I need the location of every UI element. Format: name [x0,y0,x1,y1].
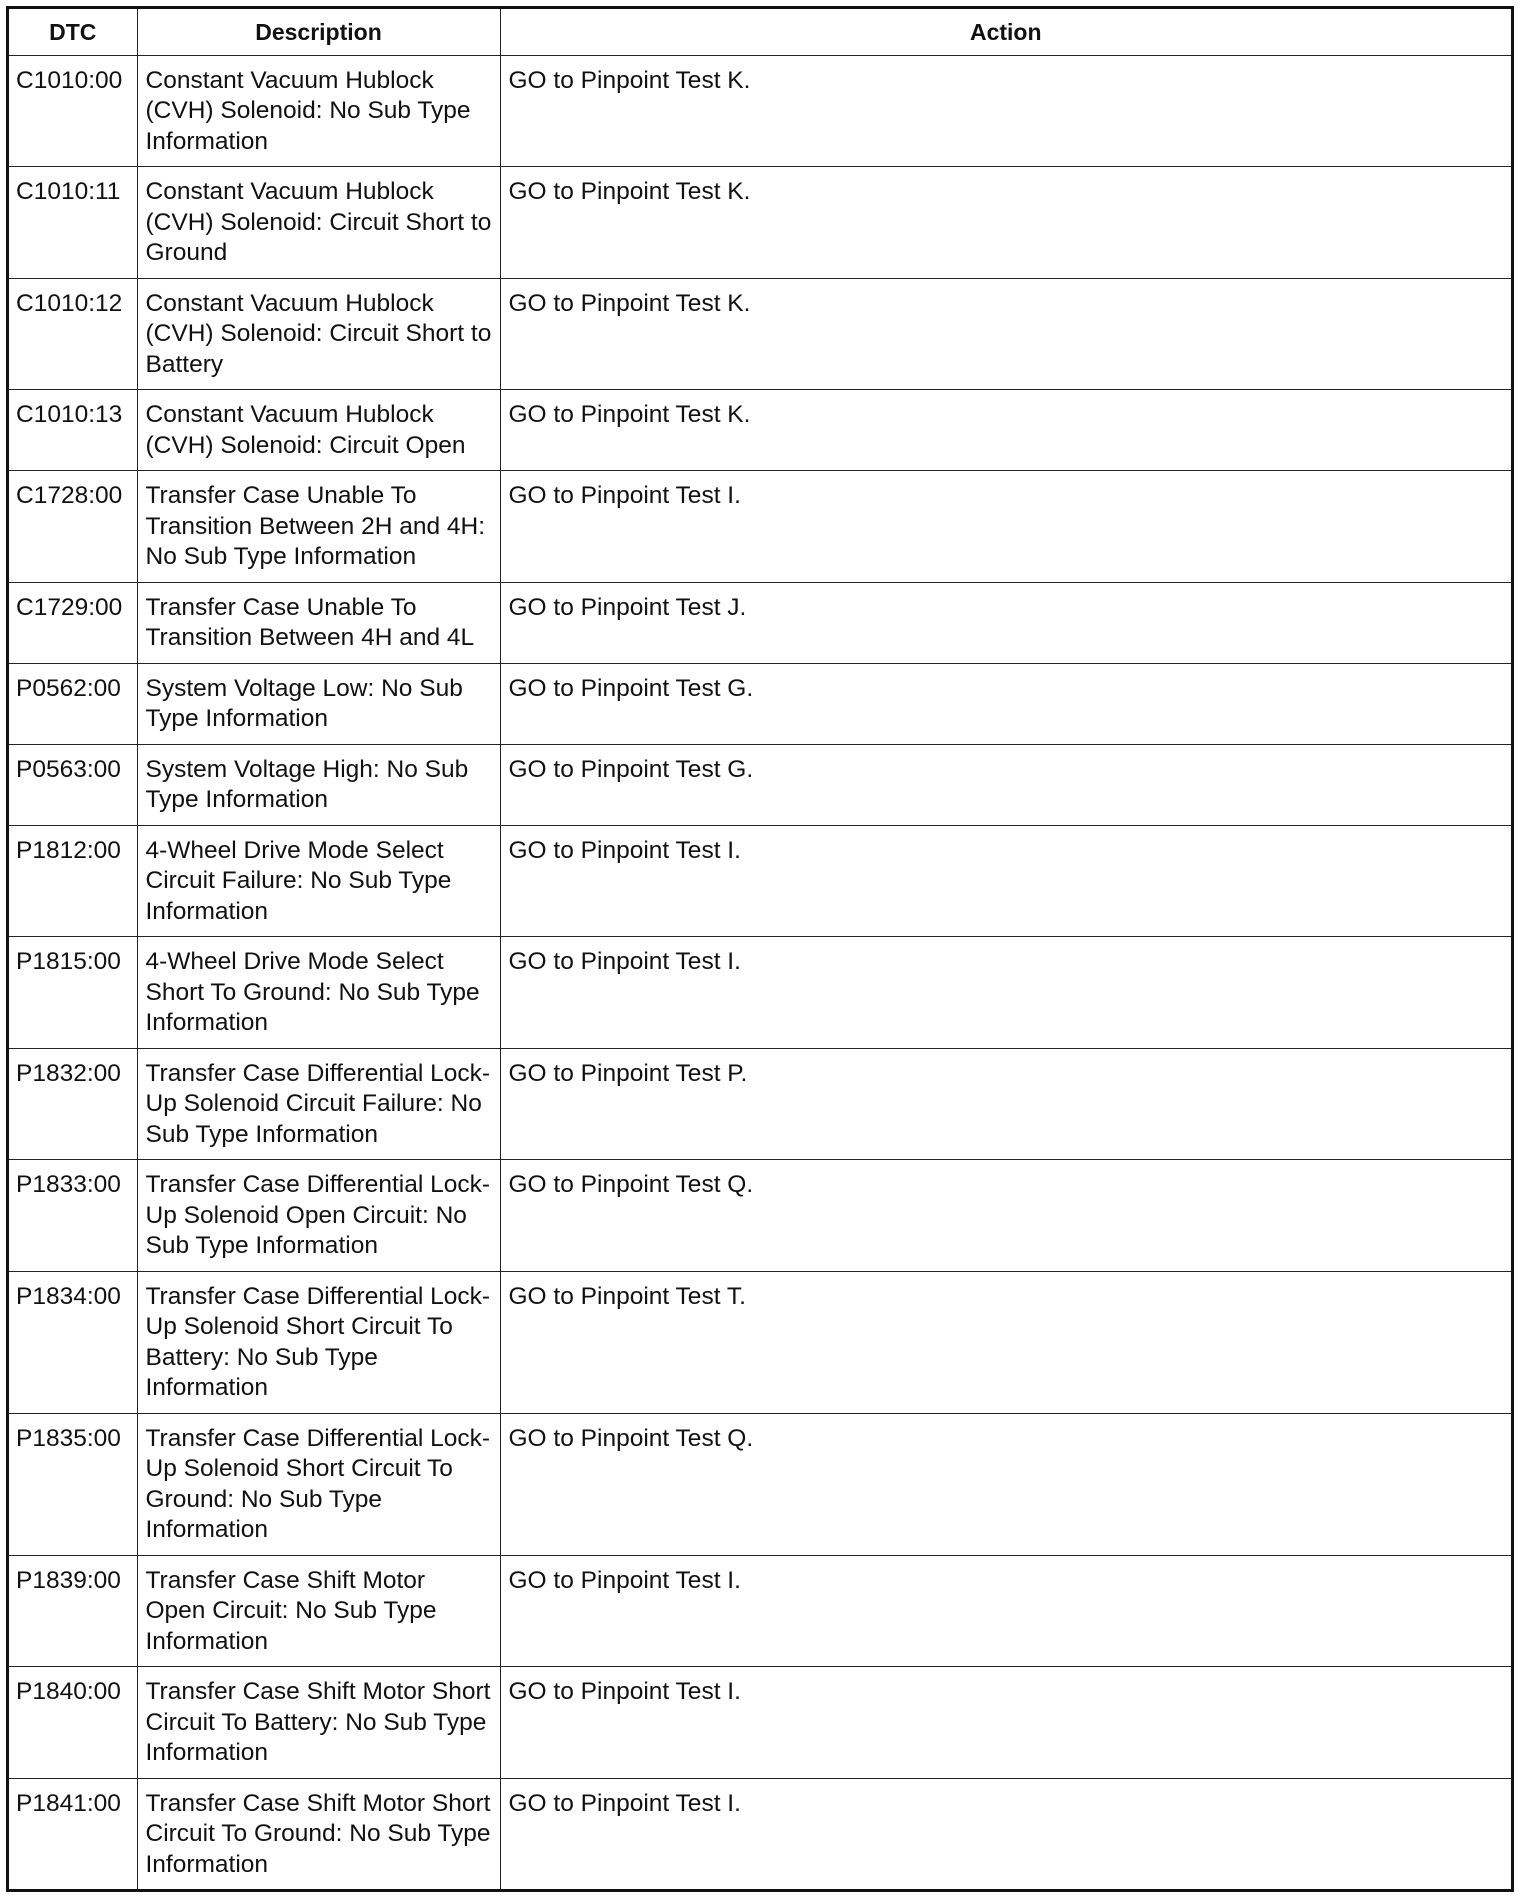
description-cell: System Voltage High: No Sub Type Information [137,744,500,825]
table-row [9,663,1511,744]
action-cell: GO to Pinpoint Test Q. [500,1413,1511,1555]
description-cell: Transfer Case Differential Lock-Up Solenoid Circuit Failure: No Sub Type Information [137,1048,500,1160]
action-cell: GO to Pinpoint Test I. [500,825,1511,937]
header-dtc: DTC [9,9,137,55]
table-row [9,744,1511,825]
description-cell: Transfer Case Differential Lock-Up Solenoid Short Circuit To Battery: No Sub Type Information [137,1271,500,1413]
dtc-cell: C1729:00 [9,582,137,663]
dtc-cell: P1812:00 [9,825,137,937]
dtc-cell: P0562:00 [9,663,137,744]
description-cell: Constant Vacuum Hublock (CVH) Solenoid: Circuit Short to Battery [137,278,500,390]
description-cell: 4-Wheel Drive Mode Select Short To Ground: No Sub Type Information [137,937,500,1049]
action-cell: GO to Pinpoint Test K. [500,167,1511,279]
table-body [9,55,1511,1889]
action-cell: GO to Pinpoint Test K. [500,390,1511,471]
table-row [9,582,1511,663]
action-cell: GO to Pinpoint Test Q. [500,1160,1511,1272]
description-cell: Constant Vacuum Hublock (CVH) Solenoid: Circuit Open [137,390,500,471]
dtc-cell: P1815:00 [9,937,137,1049]
action-cell: GO to Pinpoint Test K. [500,278,1511,390]
action-cell: GO to Pinpoint Test I. [500,471,1511,583]
dtc-cell: P1841:00 [9,1778,137,1889]
dtc-cell: P1832:00 [9,1048,137,1160]
action-cell: GO to Pinpoint Test I. [500,1778,1511,1889]
table-row [9,1778,1511,1889]
description-cell: 4-Wheel Drive Mode Select Circuit Failure: No Sub Type Information [137,825,500,937]
action-cell: GO to Pinpoint Test I. [500,1555,1511,1667]
table-row [9,1555,1511,1667]
dtc-cell: C1010:00 [9,55,137,167]
description-cell: Transfer Case Shift Motor Short Circuit To Ground: No Sub Type Information [137,1778,500,1889]
dtc-table [9,9,1511,1889]
action-cell: GO to Pinpoint Test I. [500,937,1511,1049]
action-cell: GO to Pinpoint Test P. [500,1048,1511,1160]
action-cell: GO to Pinpoint Test J. [500,582,1511,663]
header-description: Description [137,9,500,55]
table-row [9,825,1511,937]
action-cell: GO to Pinpoint Test G. [500,744,1511,825]
description-cell: System Voltage Low: No Sub Type Information [137,663,500,744]
table-row [9,55,1511,167]
dtc-cell: P0563:00 [9,744,137,825]
table-row [9,1271,1511,1413]
description-cell: Transfer Case Unable To Transition Between 4H and 4L [137,582,500,663]
dtc-cell: C1728:00 [9,471,137,583]
action-cell: GO to Pinpoint Test I. [500,1667,1511,1779]
description-cell: Transfer Case Shift Motor Open Circuit: No Sub Type Information [137,1555,500,1667]
action-cell: GO to Pinpoint Test T. [500,1271,1511,1413]
table-row [9,937,1511,1049]
description-cell: Transfer Case Differential Lock-Up Solenoid Open Circuit: No Sub Type Information [137,1160,500,1272]
action-cell: GO to Pinpoint Test G. [500,663,1511,744]
description-cell: Transfer Case Unable To Transition Between 2H and 4H: No Sub Type Information [137,471,500,583]
table-header [9,9,1511,55]
dtc-cell: P1839:00 [9,1555,137,1667]
dtc-cell: P1833:00 [9,1160,137,1272]
table-row [9,278,1511,390]
dtc-cell: C1010:12 [9,278,137,390]
table-row [9,1048,1511,1160]
table-row [9,390,1511,471]
table-row [9,1160,1511,1272]
description-cell: Constant Vacuum Hublock (CVH) Solenoid: Circuit Short to Ground [137,167,500,279]
dtc-cell: C1010:11 [9,167,137,279]
header-row [9,9,1511,55]
dtc-cell: C1010:13 [9,390,137,471]
description-cell: Transfer Case Differential Lock-Up Solenoid Short Circuit To Ground: No Sub Type Information [137,1413,500,1555]
dtc-cell: P1840:00 [9,1667,137,1779]
action-cell: GO to Pinpoint Test K. [500,55,1511,167]
table-row [9,167,1511,279]
description-cell: Constant Vacuum Hublock (CVH) Solenoid: No Sub Type Information [137,55,500,167]
dtc-cell: P1835:00 [9,1413,137,1555]
header-action: Action [500,9,1511,55]
table-row [9,1413,1511,1555]
description-cell: Transfer Case Shift Motor Short Circuit To Battery: No Sub Type Information [137,1667,500,1779]
table-row [9,1667,1511,1779]
table-row [9,471,1511,583]
dtc-table-frame [6,6,1514,1892]
dtc-cell: P1834:00 [9,1271,137,1413]
